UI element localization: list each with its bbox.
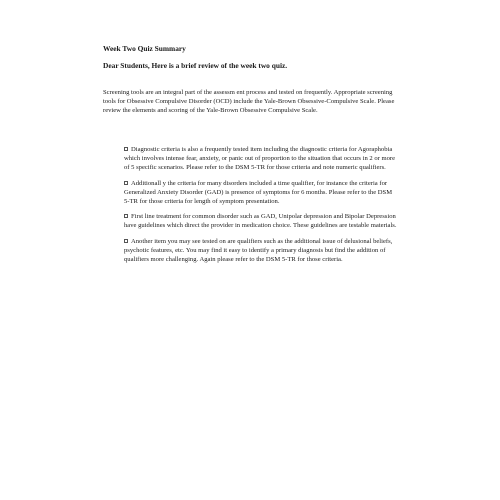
bullet-text: Another item you may see tested on are qualifiers such as the additional issue of delusional beliefs, psychotic features, etc. You may find it easy to identify a primary diagnosis but find the addition of qualifiers more challenging. Again please refer to the DSM 5-TR for those criteria.	[124, 238, 393, 264]
intro-paragraph: Screening tools are an integral part of the assessm ent process and tested on frequently. Appropriate screening tools for Obsessive Compulsive Disorder (OCD) include the Yale-Brown Obsessive-Compulsive Scale. Please review the elements and scoring of the Yale-Brown Obsessive Compulsive Scale.	[103, 89, 395, 114]
bullet-list	[124, 146, 399, 272]
bullet-item	[124, 238, 399, 265]
bullet-item	[124, 146, 399, 173]
square-bullet-icon	[124, 214, 128, 218]
bullet-text: Diagnostic criteria is also a frequently tested item including the diagnostic criteria for Agoraphobia which involves intense fear, anxiety, or panic out of proportion to the situation that occurs in 2 or more of 5 specific scenarios. Please refer to the DSM 5-TR for those criteria and note numeric qualifiers.	[124, 146, 396, 171]
bullet-item	[124, 180, 399, 207]
square-bullet-icon	[124, 239, 128, 243]
document-title: Week Two Quiz Summary	[103, 44, 186, 53]
greeting-line: Dear Students, Here is a brief review of the week two quiz.	[103, 61, 288, 70]
square-bullet-icon	[124, 147, 128, 151]
bullet-item	[124, 213, 399, 231]
bullet-text: Additionall y the criteria for many disorders included a time qualifier, for instance the criteria for Generalized Anxiety Disorder (GAD) is presence of symptoms for 6 months. Please refer to the DSM 5-TR for those criteria for length of symptom presentation.	[124, 179, 393, 205]
square-bullet-icon	[124, 181, 128, 185]
bullet-text: First line treatment for common disorder such as GAD, Unipolar depression and Bipolar Depression have guidelines which direct the provider in medication choice. These guidelines are testable materials.	[124, 213, 397, 230]
